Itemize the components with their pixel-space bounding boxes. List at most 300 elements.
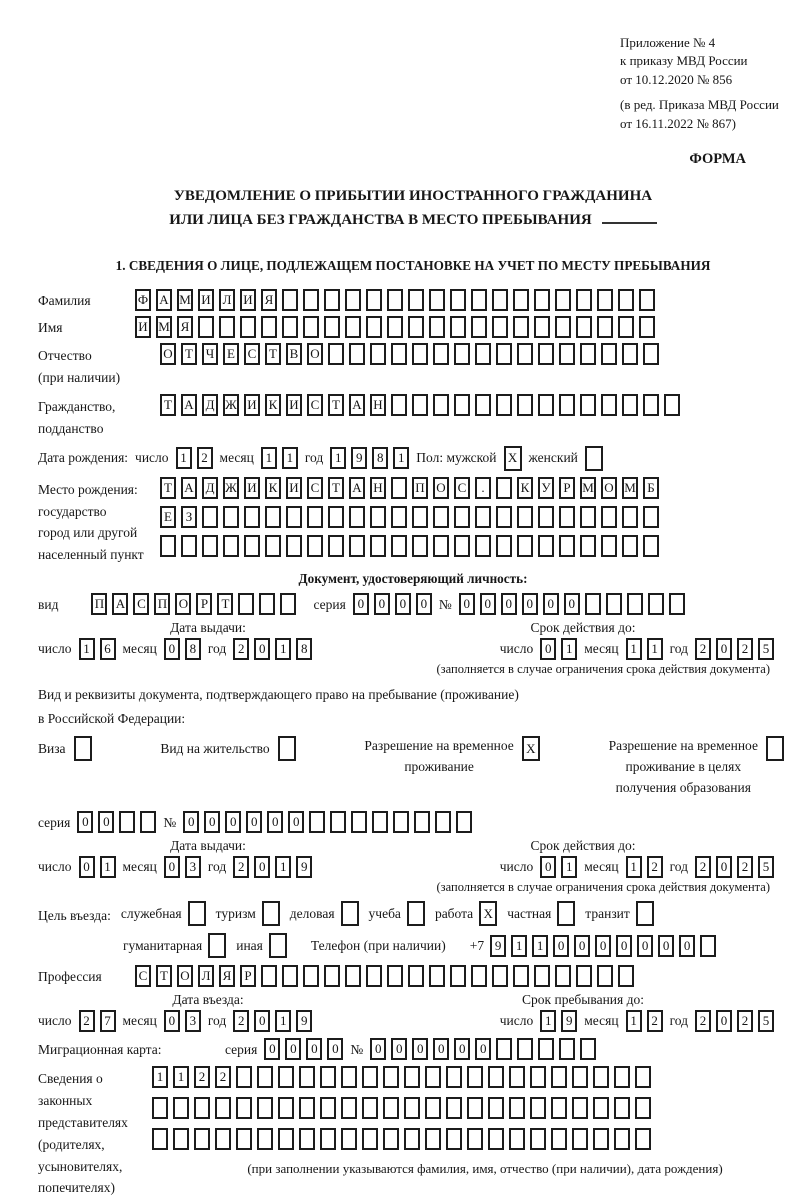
birth-date-label: Дата рождения: <box>38 449 129 465</box>
form-cell: 1 <box>275 638 291 660</box>
form-cell <box>309 811 325 833</box>
form-cell <box>639 289 655 311</box>
form-cell <box>601 535 617 557</box>
sex-female-checkbox <box>585 446 603 471</box>
form-cell: Т <box>328 477 344 499</box>
purpose-option-label: частная <box>507 905 552 921</box>
sex-male-label: Пол: мужской <box>416 450 497 466</box>
residence-permit-option <box>160 736 295 761</box>
form-cell: О <box>177 965 193 987</box>
patronymic-label-line2: (при наличии) <box>38 370 121 386</box>
form-cell: 0 <box>254 856 270 878</box>
form-cell: 0 <box>416 593 432 615</box>
surname-cells <box>135 289 655 311</box>
form-cell: 1 <box>626 638 642 660</box>
form-cell <box>635 1097 651 1119</box>
valid-until-header: Срок действия до: <box>530 620 636 636</box>
form-cell <box>407 901 425 926</box>
form-cell <box>446 1097 462 1119</box>
form-cell: 1 <box>152 1066 168 1088</box>
form-cell <box>202 535 218 557</box>
form-cell <box>299 1128 315 1150</box>
form-cell <box>450 316 466 338</box>
permit-type-row <box>38 736 788 799</box>
form-cell: 9 <box>561 1010 577 1032</box>
entry-dates-row <box>38 1010 788 1032</box>
form-cell <box>513 289 529 311</box>
form-cell <box>669 593 685 615</box>
permit-number-cells <box>183 811 472 833</box>
form-cell <box>181 535 197 557</box>
form-cell <box>585 446 603 471</box>
form-cell <box>618 965 634 987</box>
form-cell: М <box>580 477 596 499</box>
form-cell: 2 <box>647 856 663 878</box>
form-cell <box>534 289 550 311</box>
validity-note: (заполняется в случае ограничения срока действия документа) <box>436 880 770 895</box>
form-cell <box>152 1097 168 1119</box>
phone-field <box>311 935 716 957</box>
form-cell: Ж <box>223 394 239 416</box>
doc-kind-label: вид <box>38 597 59 613</box>
year-label: год <box>207 641 227 657</box>
form-cell: 0 <box>412 1038 428 1060</box>
form-cell <box>366 289 382 311</box>
form-cell <box>601 506 617 528</box>
year-label: год <box>669 1013 688 1029</box>
form-cell: А <box>181 477 197 499</box>
form-cell: 1 <box>173 1066 189 1088</box>
form-cell: 0 <box>716 856 732 878</box>
form-cell: 2 <box>233 638 249 660</box>
form-cell: П <box>412 477 428 499</box>
visa-label: Виза <box>38 741 66 757</box>
form-cell: 0 <box>395 593 411 615</box>
migration-series-label: серия <box>225 1042 258 1058</box>
representatives-cells-row2 <box>152 1097 651 1119</box>
form-cell <box>370 535 386 557</box>
representatives-label-line6: попечителях) <box>38 1180 115 1196</box>
doc-expiry-month-cells <box>626 638 663 660</box>
form-cell: 0 <box>595 935 611 957</box>
form-cell <box>475 394 491 416</box>
form-cell <box>265 535 281 557</box>
form-cell: Е <box>160 506 176 528</box>
firstname-cells <box>135 316 655 338</box>
form-cell: А <box>112 593 128 615</box>
form-cell <box>328 343 344 365</box>
form-cell <box>517 343 533 365</box>
form-cell: М <box>622 477 638 499</box>
form-cell <box>517 394 533 416</box>
form-cell <box>593 1128 609 1150</box>
form-cell <box>648 593 664 615</box>
representatives-label-line2: законных <box>38 1093 93 1109</box>
identity-doc-heading: Документ, удостоверяющий личность: <box>298 571 528 587</box>
form-cell: 2 <box>233 856 249 878</box>
birth-place-label-line2: государство <box>38 503 107 519</box>
form-cell: Ф <box>135 289 151 311</box>
form-cell <box>372 811 388 833</box>
form-cell <box>391 394 407 416</box>
edu-permit-label <box>609 736 758 799</box>
form-cell: 0 <box>574 935 590 957</box>
form-cell: 2 <box>215 1066 231 1088</box>
permit-series-row <box>38 811 788 833</box>
form-cell: И <box>240 289 256 311</box>
form-cell <box>496 477 512 499</box>
form-cell: И <box>286 394 302 416</box>
form-cell: Д <box>202 394 218 416</box>
purpose-option-checkbox <box>636 901 654 926</box>
form-cell <box>345 289 361 311</box>
form-cell <box>572 1066 588 1088</box>
temp-permit-label-line1: Разрешение на временное <box>364 738 514 754</box>
permit-expiry-day-cells <box>540 856 577 878</box>
form-cell <box>496 535 512 557</box>
purpose-label: Цель въезда: <box>38 907 111 923</box>
permit-expiry-year-cells <box>695 856 774 878</box>
permit-dates-headers <box>38 838 788 854</box>
form-cell <box>559 535 575 557</box>
day-label: число <box>499 1013 534 1029</box>
form-cell <box>74 736 92 761</box>
form-cell <box>429 965 445 987</box>
form-cell <box>236 1066 252 1088</box>
form-cell: 2 <box>737 856 753 878</box>
form-cell: О <box>175 593 191 615</box>
stay-until-group <box>500 1010 774 1032</box>
birth-month-cells <box>261 447 298 469</box>
firstname-label: Имя <box>38 320 63 336</box>
doc-issue-year-cells <box>233 638 312 660</box>
form-cell: 0 <box>246 811 262 833</box>
form-cell: И <box>244 477 260 499</box>
form-cell <box>622 535 638 557</box>
form-cell: 9 <box>296 856 312 878</box>
form-cell <box>538 343 554 365</box>
form-cell: 0 <box>204 811 220 833</box>
form-cell <box>391 506 407 528</box>
form-cell: Д <box>202 477 218 499</box>
form-cell <box>349 506 365 528</box>
migration-card-row <box>38 1038 788 1060</box>
form-cell <box>618 289 634 311</box>
form-cell <box>585 593 601 615</box>
sex-female-label: женский <box>528 450 578 466</box>
title-line2-wrap <box>38 208 788 232</box>
form-cell: 9 <box>351 447 367 469</box>
form-cell <box>404 1066 420 1088</box>
purpose-option-commercial <box>290 901 359 926</box>
form-cell <box>362 1128 378 1150</box>
purpose-option-checkbox <box>269 933 287 958</box>
form-cell <box>349 343 365 365</box>
form-cell <box>303 289 319 311</box>
phone-prefix: +7 <box>469 937 485 953</box>
birth-place-label-line3: город или другой <box>38 525 138 541</box>
form-cell: 1 <box>561 638 577 660</box>
entry-year-cells <box>233 1010 312 1032</box>
birth-day-cells <box>176 447 213 469</box>
representatives-note: (при заполнении указываются фамилия, имя, отчество (при наличии), дата рождения) <box>247 1161 723 1177</box>
doc-issue-group <box>38 638 312 660</box>
form-cell <box>454 343 470 365</box>
form-cell: . <box>475 477 491 499</box>
form-cell <box>534 316 550 338</box>
form-cell <box>370 506 386 528</box>
form-cell <box>257 1066 273 1088</box>
form-cell <box>393 811 409 833</box>
permit-dates-row <box>38 856 788 878</box>
year-label: год <box>669 859 688 875</box>
form-cell: Ж <box>223 477 239 499</box>
form-cell: 3 <box>185 1010 201 1032</box>
form-cell: 2 <box>695 856 711 878</box>
form-cell <box>643 535 659 557</box>
year-label: год <box>669 641 688 657</box>
permit-expiry-month-cells <box>626 856 663 878</box>
form-cell: Н <box>370 477 386 499</box>
form-cell: 0 <box>164 638 180 660</box>
form-cell: С <box>307 394 323 416</box>
form-cell: 0 <box>616 935 632 957</box>
month-label: месяц <box>122 1013 157 1029</box>
form-cell: З <box>181 506 197 528</box>
form-cell <box>576 965 592 987</box>
form-cell: 1 <box>626 1010 642 1032</box>
form-cell: 2 <box>197 447 213 469</box>
form-cell: 0 <box>370 1038 386 1060</box>
citizenship-label-line2: подданство <box>38 420 104 436</box>
form-cell <box>140 811 156 833</box>
purpose-option-checkbox <box>262 901 280 926</box>
form-cell: С <box>244 343 260 365</box>
form-cell: 0 <box>264 1038 280 1060</box>
citizenship-label <box>38 394 153 440</box>
validity-note: (заполняется в случае ограничения срока действия документа) <box>436 662 770 677</box>
form-cell <box>320 1097 336 1119</box>
form-cell <box>244 506 260 528</box>
form-cell <box>593 1066 609 1088</box>
entry-date-group <box>38 1010 312 1032</box>
document-title <box>38 184 788 232</box>
migration-card-label: Миграционная карта: <box>38 1042 162 1058</box>
form-cell: Л <box>219 289 235 311</box>
form-cell: 0 <box>501 593 517 615</box>
birth-place-cellrows <box>160 477 788 564</box>
stay-month-cells <box>626 1010 663 1032</box>
form-cell: 5 <box>758 856 774 878</box>
form-cell <box>303 316 319 338</box>
form-cell: 2 <box>647 1010 663 1032</box>
form-cell: 1 <box>647 638 663 660</box>
appendix-edit-line: от 16.11.2022 № 867) <box>620 115 737 131</box>
form-cell <box>454 394 470 416</box>
form-cell: 1 <box>330 447 346 469</box>
form-cell <box>454 535 470 557</box>
form-cell: 0 <box>433 1038 449 1060</box>
form-cell: А <box>181 394 197 416</box>
form-cell <box>412 535 428 557</box>
form-cell <box>639 316 655 338</box>
form-cell: П <box>154 593 170 615</box>
form-cell <box>456 811 472 833</box>
purpose-option-private <box>507 901 575 926</box>
form-cell: 1 <box>261 447 277 469</box>
purpose-row-2 <box>123 933 788 958</box>
issue-date-header: Дата выдачи: <box>170 838 246 854</box>
stay-until-header: Срок пребывания до: <box>522 992 644 1008</box>
form-cell: Ч <box>202 343 218 365</box>
form-cell <box>534 965 550 987</box>
form-cell <box>320 1128 336 1150</box>
profession-cells <box>135 965 634 987</box>
form-cell <box>328 506 344 528</box>
form-cell: Я <box>177 316 193 338</box>
form-cell: 0 <box>77 811 93 833</box>
entry-month-cells <box>164 1010 201 1032</box>
form-cell <box>557 901 575 926</box>
form-cell <box>341 1128 357 1150</box>
form-cell <box>194 1128 210 1150</box>
form-cell: 2 <box>737 638 753 660</box>
form-cell <box>366 316 382 338</box>
form-cell <box>349 535 365 557</box>
form-cell: 1 <box>275 856 291 878</box>
doc-issue-month-cells <box>164 638 201 660</box>
form-cell: 2 <box>695 1010 711 1032</box>
form-cell <box>433 343 449 365</box>
doc-dates-row <box>38 638 788 660</box>
form-cell <box>412 343 428 365</box>
form-cell: О <box>433 477 449 499</box>
day-label: число <box>38 641 72 657</box>
birth-place-row <box>38 477 788 566</box>
migration-series-cells <box>264 1038 343 1060</box>
section1-heading: 1. СВЕДЕНИЯ О ЛИЦЕ, ПОДЛЕЖАЩЕМ ПОСТАНОВКЕ НА УЧЕТ ПО МЕСТУ ПРЕБЫВАНИЯ <box>115 258 711 274</box>
purpose-option-work <box>435 901 497 926</box>
form-cell: 1 <box>176 447 192 469</box>
purpose-option-label: иная <box>236 937 263 953</box>
permit-issue-month-cells <box>164 856 201 878</box>
form-cell <box>606 593 622 615</box>
form-cell <box>194 1097 210 1119</box>
form-cell <box>219 316 235 338</box>
form-cell <box>538 506 554 528</box>
form-cell: Т <box>328 394 344 416</box>
form-cell: 3 <box>185 856 201 878</box>
form-cell <box>341 901 359 926</box>
form-cell <box>513 316 529 338</box>
form-cell <box>366 965 382 987</box>
form-cell: 2 <box>194 1066 210 1088</box>
form-cell <box>580 535 596 557</box>
form-cell <box>555 965 571 987</box>
form-cell <box>278 1128 294 1150</box>
representatives-label-line5: усыновителях, <box>38 1158 123 1174</box>
edu-permit-option <box>609 736 784 799</box>
form-cell <box>278 1097 294 1119</box>
form-cell: 7 <box>100 1010 116 1032</box>
form-cell <box>446 1066 462 1088</box>
form-cell <box>622 506 638 528</box>
form-cell <box>257 1128 273 1150</box>
form-cell <box>513 965 529 987</box>
stay-year-cells <box>695 1010 774 1032</box>
form-cell <box>635 1128 651 1150</box>
form-cell: 1 <box>532 935 548 957</box>
form-cell <box>408 965 424 987</box>
representatives-label <box>38 1066 145 1199</box>
form-cell <box>324 289 340 311</box>
form-cell <box>488 1066 504 1088</box>
form-cell: К <box>265 394 281 416</box>
form-cell <box>471 316 487 338</box>
form-cell: С <box>135 965 151 987</box>
form-cell <box>223 535 239 557</box>
form-cell: В <box>286 343 302 365</box>
form-cell: 0 <box>553 935 569 957</box>
migration-number-label: № <box>350 1042 364 1058</box>
identity-doc-row <box>38 593 788 615</box>
form-cell: 2 <box>79 1010 95 1032</box>
form-cell: Т <box>181 343 197 365</box>
month-label: месяц <box>584 1013 619 1029</box>
form-cell <box>530 1128 546 1150</box>
doc-series-cells <box>353 593 432 615</box>
form-cell: Н <box>370 394 386 416</box>
purpose-option-label: транзит <box>585 905 630 921</box>
form-cell <box>391 535 407 557</box>
form-cell <box>433 506 449 528</box>
title-blank-underline <box>602 211 657 224</box>
purpose-option-label: туризм <box>215 905 256 921</box>
form-cell <box>627 593 643 615</box>
form-cell <box>622 394 638 416</box>
form-cell <box>265 506 281 528</box>
doc-expiry-year-cells <box>695 638 774 660</box>
form-cell: 0 <box>164 856 180 878</box>
form-cell: 9 <box>490 935 506 957</box>
day-label: число <box>135 450 169 466</box>
form-cell <box>766 736 784 761</box>
form-cell: О <box>160 343 176 365</box>
form-cell <box>475 506 491 528</box>
form-cell: Р <box>196 593 212 615</box>
representatives-label-line1: Сведения о <box>38 1071 103 1087</box>
form-cell <box>509 1066 525 1088</box>
profession-row <box>38 965 788 987</box>
birth-place-cells-row2 <box>160 506 659 528</box>
form-cell <box>446 1128 462 1150</box>
form-cell <box>299 1097 315 1119</box>
form-cell <box>208 933 226 958</box>
edu-permit-label-line2: проживание в целях <box>625 759 742 775</box>
form-cell <box>517 506 533 528</box>
form-cell: Т <box>156 965 172 987</box>
form-cell: 0 <box>254 638 270 660</box>
form-cell: А <box>349 477 365 499</box>
form-cell <box>341 1066 357 1088</box>
form-cell <box>580 1038 596 1060</box>
form-cell <box>387 289 403 311</box>
doc-issue-day-cells <box>79 638 116 660</box>
doc-number-label: № <box>438 597 452 613</box>
form-cell: 1 <box>79 638 95 660</box>
form-cell <box>425 1128 441 1150</box>
form-cell <box>492 316 508 338</box>
